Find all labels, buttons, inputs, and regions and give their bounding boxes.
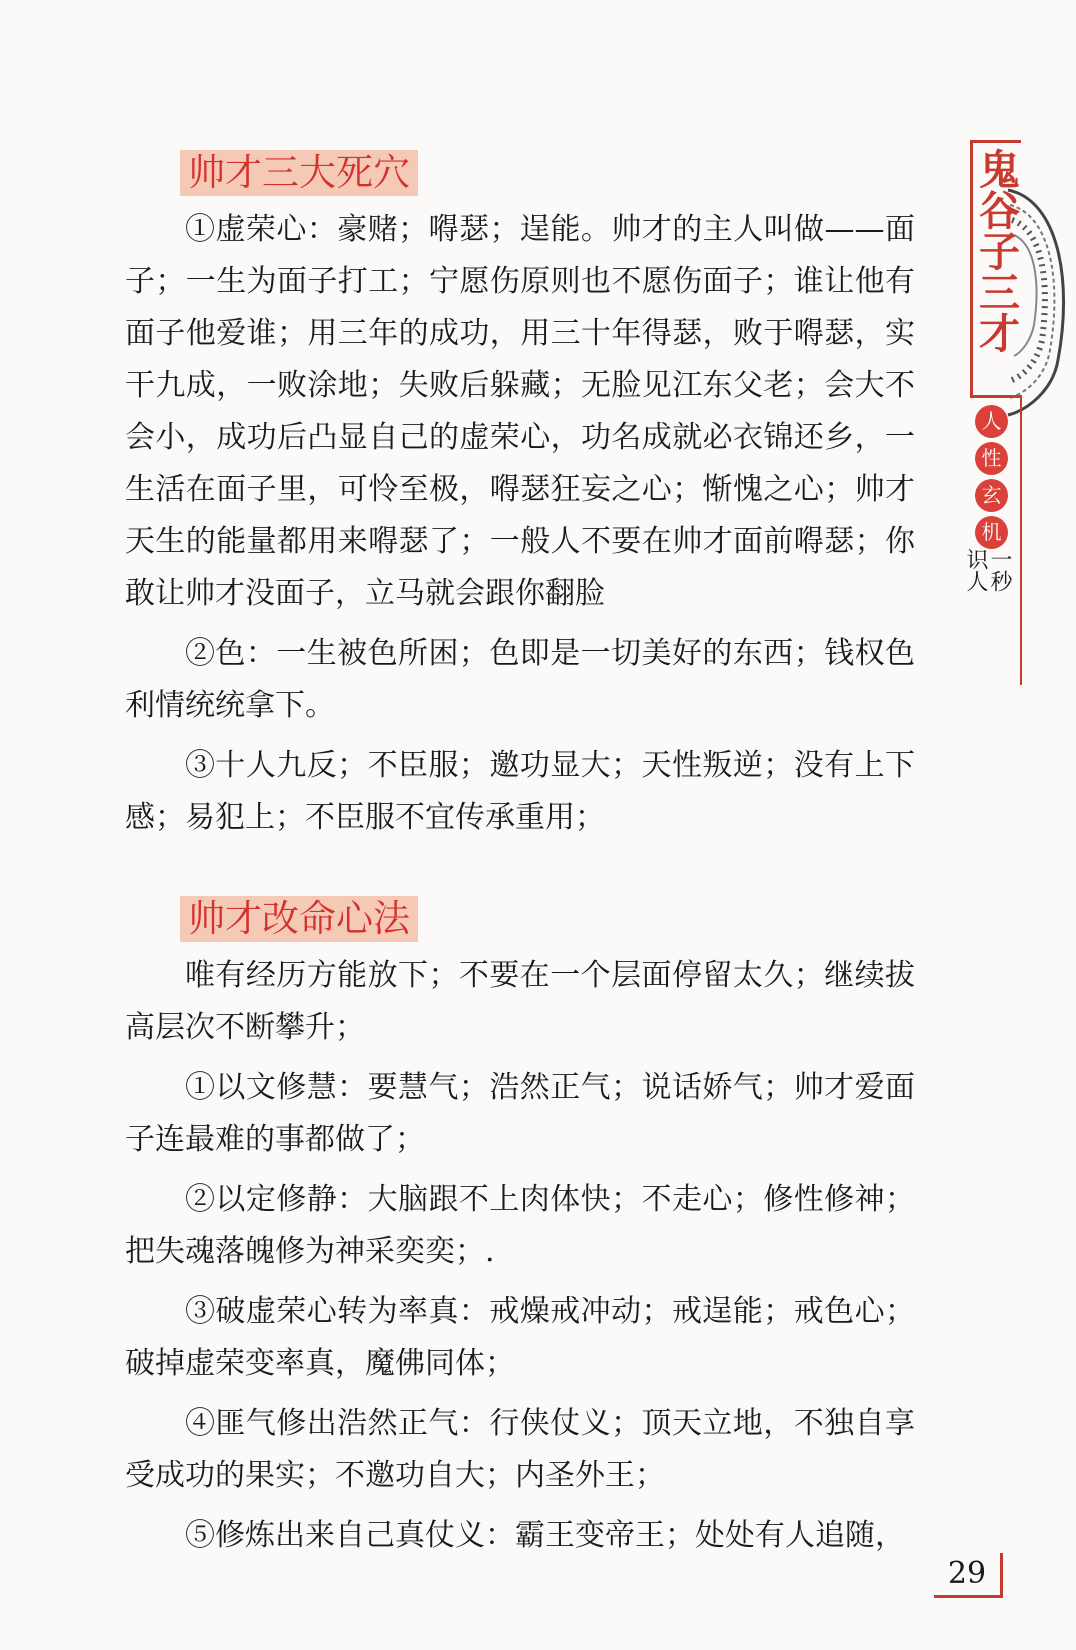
paragraph: ③十人九反；不臣服；邀功显大；天性叛逆；没有上下感；易犯上；不臣服不宜传承重用；	[125, 748, 915, 835]
paragraph: 唯有经历方能放下；不要在一个层面停留太久；继续拔高层次不断攀升；	[125, 958, 915, 1045]
tag-circle: 玄	[975, 479, 1008, 512]
section-change-fate	[125, 896, 915, 1562]
section-heading: 帅才改命心法	[180, 896, 418, 942]
page-number: 29	[934, 1553, 1003, 1598]
tag-circles	[975, 405, 1015, 553]
section-dead-points	[125, 150, 915, 844]
paragraph: ⑤修炼出来自己真仗义：霸王变帝王；处处有人追随，	[185, 1518, 905, 1553]
tag-circle: 性	[975, 442, 1008, 475]
paragraph: ③破虚荣心转为率真：戒燥戒冲动；戒逞能；戒色心；破掉虚荣变率真，魔佛同体；	[125, 1294, 915, 1381]
paragraph: ②色：一生被色所困；色即是一切美好的东西；钱权色利情统统拿下。	[125, 636, 915, 723]
tag-circle: 人	[975, 405, 1008, 438]
subtitle: 一秒识人	[963, 548, 1012, 592]
section-paragraphs	[125, 204, 915, 844]
paragraph: ②以定修静：大脑跟不上肉体快；不走心；修性修神；把失魂落魄修为神采奕奕；.	[125, 1182, 915, 1269]
book-title: 鬼谷子三才	[972, 148, 1020, 353]
paragraph: ①以文修慧：要慧气；浩然正气；说话娇气；帅才爱面子连最难的事都做了；	[125, 1070, 915, 1157]
paragraph: ④匪气修出浩然正气：行侠仗义；顶天立地，不独自享受成功的果实；不邀功自大；内圣外王；	[125, 1406, 915, 1493]
page-content	[125, 150, 915, 1562]
tag-circle: 机	[975, 516, 1008, 549]
book-sidebar	[960, 140, 1076, 600]
paragraph: ①虚荣心：豪赌；嘚瑟；逞能。帅才的主人叫做——面子；一生为面子打工；宁愿伤原则也不愿伤面子；谁让他有面子他爱谁；用三年的成功，用三十年得瑟，败于嘚瑟，实干九成，一败涂地；失败后躲藏；无脸见江东父老；会大不会小，成功后凸显自己的虚荣心，功名成就必衣锦还乡，一生活在面子里，可怜至极，嘚瑟狂妄之心；惭愧之心；帅才天生的能量都用来嘚瑟了；一般人不要在帅才面前嘚瑟；你敢让帅才没面子，立马就会跟你翻脸	[125, 212, 915, 611]
divider-line	[1020, 395, 1022, 685]
section-heading: 帅才三大死穴	[180, 150, 418, 196]
section-paragraphs	[125, 950, 915, 1562]
